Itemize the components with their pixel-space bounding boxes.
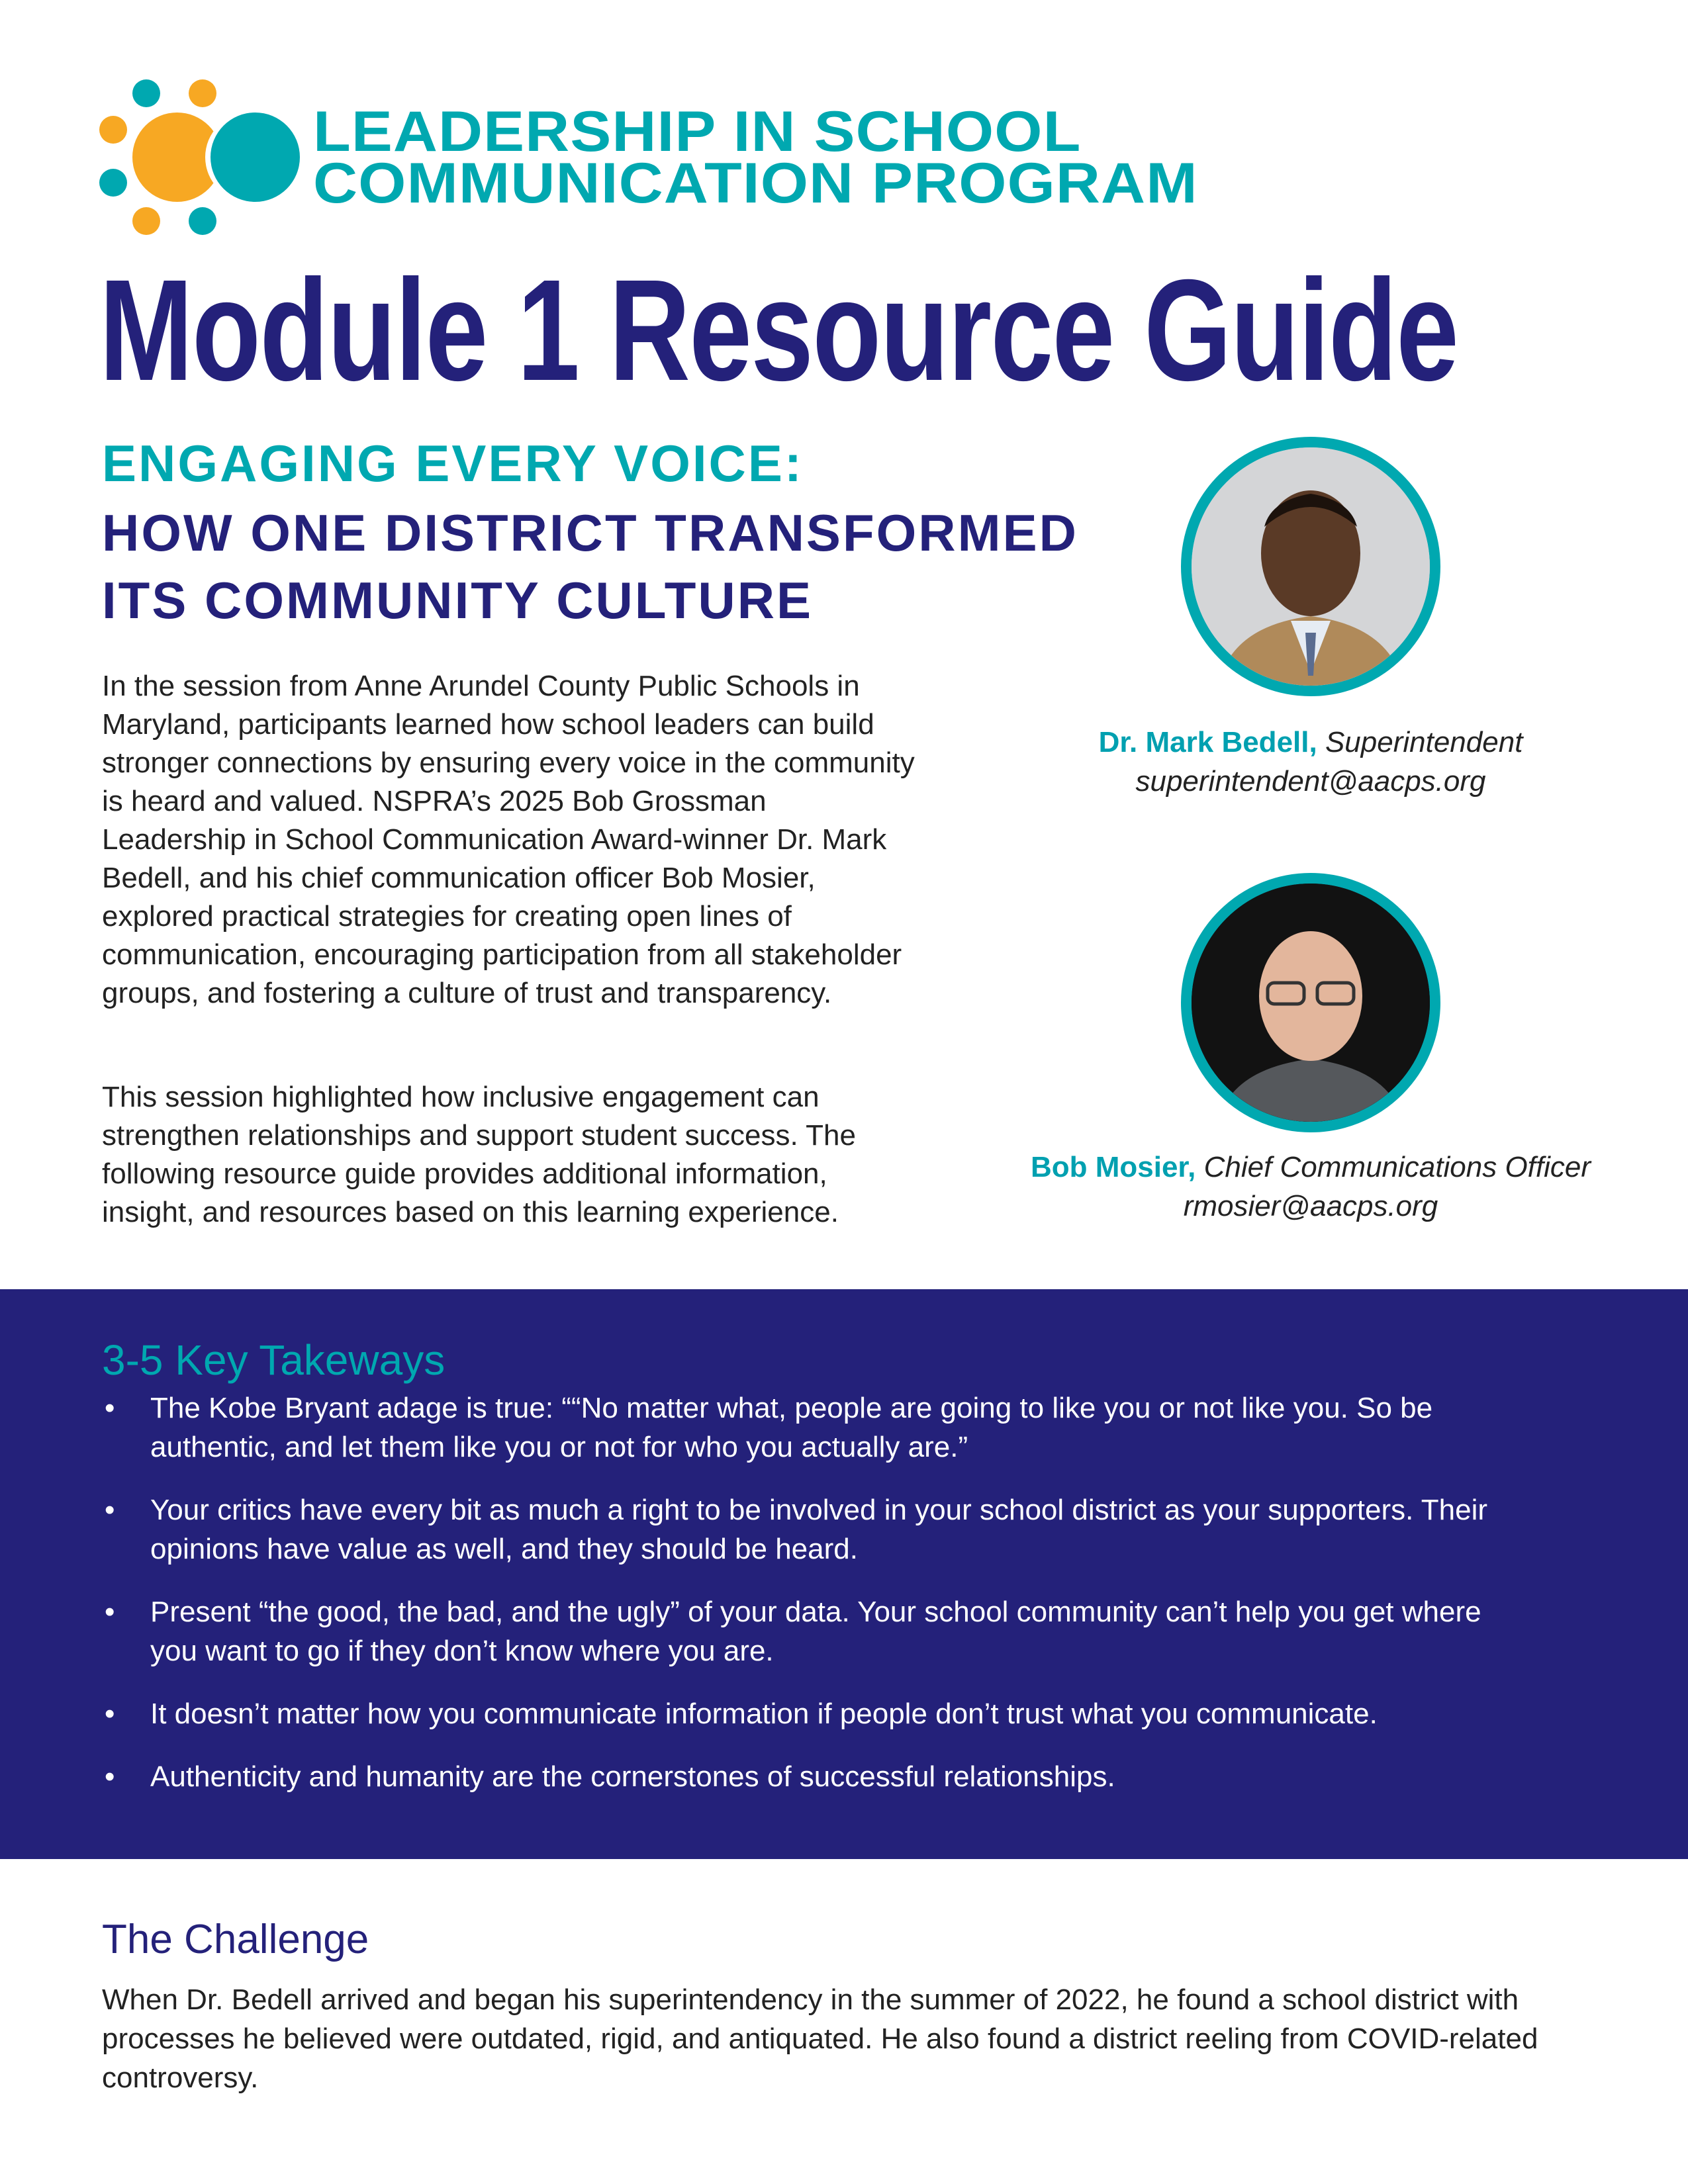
- logo-dot: [132, 207, 160, 235]
- speaker-caption-mosier: [980, 1148, 1642, 1226]
- subtitle-line-3: ITS COMMUNITY CULTURE: [102, 571, 814, 629]
- logo-line-2: COMMUNICATION PROGRAM: [313, 152, 1198, 215]
- takeaway-item: • Authenticity and humanity are the cornerstones of successful relationships.: [102, 1757, 1525, 1796]
- portrait-image: [1192, 447, 1430, 686]
- takeaways-list: [102, 1388, 1525, 1820]
- logo-circle-teal: [211, 113, 300, 202]
- speaker-email[interactable]: superintendent@aacps.org: [1135, 765, 1486, 797]
- challenge-heading: The Challenge: [102, 1917, 369, 1962]
- page-title: Module 1 Resource Guide: [99, 250, 1458, 411]
- intro-paragraph-1: In the session from Anne Arundel County Public Schools in Maryland, participants learned how school leaders can build stronger connections by ensuring every voice in the community is heard and valued. NSPRA’s 2025 Bob Grossman Leadership in School Communication Award-winner Dr. Mark Bedell, and his chief communication officer Bob Mosier, explored practical strategies for creating open lines of communication, encouraging participation from all stakeholder groups, and fostering a culture of trust and transparency.: [102, 670, 915, 1009]
- logo-dot: [99, 169, 127, 197]
- logo-dot: [99, 116, 127, 144]
- logo-dot: [132, 79, 160, 107]
- takeaway-item: • Your critics have every bit as much a right to be involved in your school district as your supporters. Their opinions have value as well, and they should be heard.: [102, 1490, 1525, 1569]
- key-takeaways-section: [0, 1289, 1688, 1859]
- speaker-email[interactable]: rmosier@aacps.org: [1183, 1190, 1438, 1222]
- speaker-caption-bedell: [980, 723, 1642, 801]
- logo-dot: [189, 207, 216, 235]
- speaker-role: Chief Communications Officer: [1203, 1151, 1591, 1183]
- takeaway-item: • It doesn’t matter how you communicate information if people don’t trust what you communicate.: [102, 1694, 1525, 1733]
- logo-line-1: LEADERSHIP IN SCHOOL: [313, 100, 1082, 163]
- speaker-photo-bedell: [1181, 437, 1440, 696]
- portrait-image: [1192, 884, 1430, 1122]
- intro-paragraph-2: This session highlighted how inclusive engagement can strengthen relationships and support student success. The following resource guide provides additional information, insight, and resources based on this learning experience.: [102, 1081, 856, 1228]
- logo-text: [313, 100, 1198, 215]
- takeaways-heading: 3-5 Key Takeways: [102, 1336, 445, 1384]
- speaker-name: Dr. Mark Bedell,: [1098, 726, 1317, 758]
- takeaway-item: • The Kobe Bryant adage is true: ““No matter what, people are going to like you or not like you. So be authentic, and let them like you or not for who you actually are.”: [102, 1388, 1525, 1467]
- challenge-paragraph: When Dr. Bedell arrived and began his superintendency in the summer of 2022, he found a school district with processes he believed were outdated, rigid, and antiquated. He also found a district reeling from COVID-related controversy.: [102, 1983, 1538, 2094]
- subtitle-line-1: ENGAGING EVERY VOICE:: [102, 434, 804, 492]
- speaker-name: Bob Mosier,: [1030, 1151, 1196, 1183]
- speaker-role: Superintendent: [1325, 726, 1523, 758]
- subtitle-line-2: HOW ONE DISTRICT TRANSFORMED: [102, 504, 1078, 562]
- logo-circle-orange: [132, 113, 222, 202]
- takeaway-item: • Present “the good, the bad, and the ugly” of your data. Your school community can’t help you get where you want to go if they don’t know where you are.: [102, 1592, 1525, 1670]
- speaker-photo-mosier: [1181, 873, 1440, 1132]
- logo-dot: [189, 79, 216, 107]
